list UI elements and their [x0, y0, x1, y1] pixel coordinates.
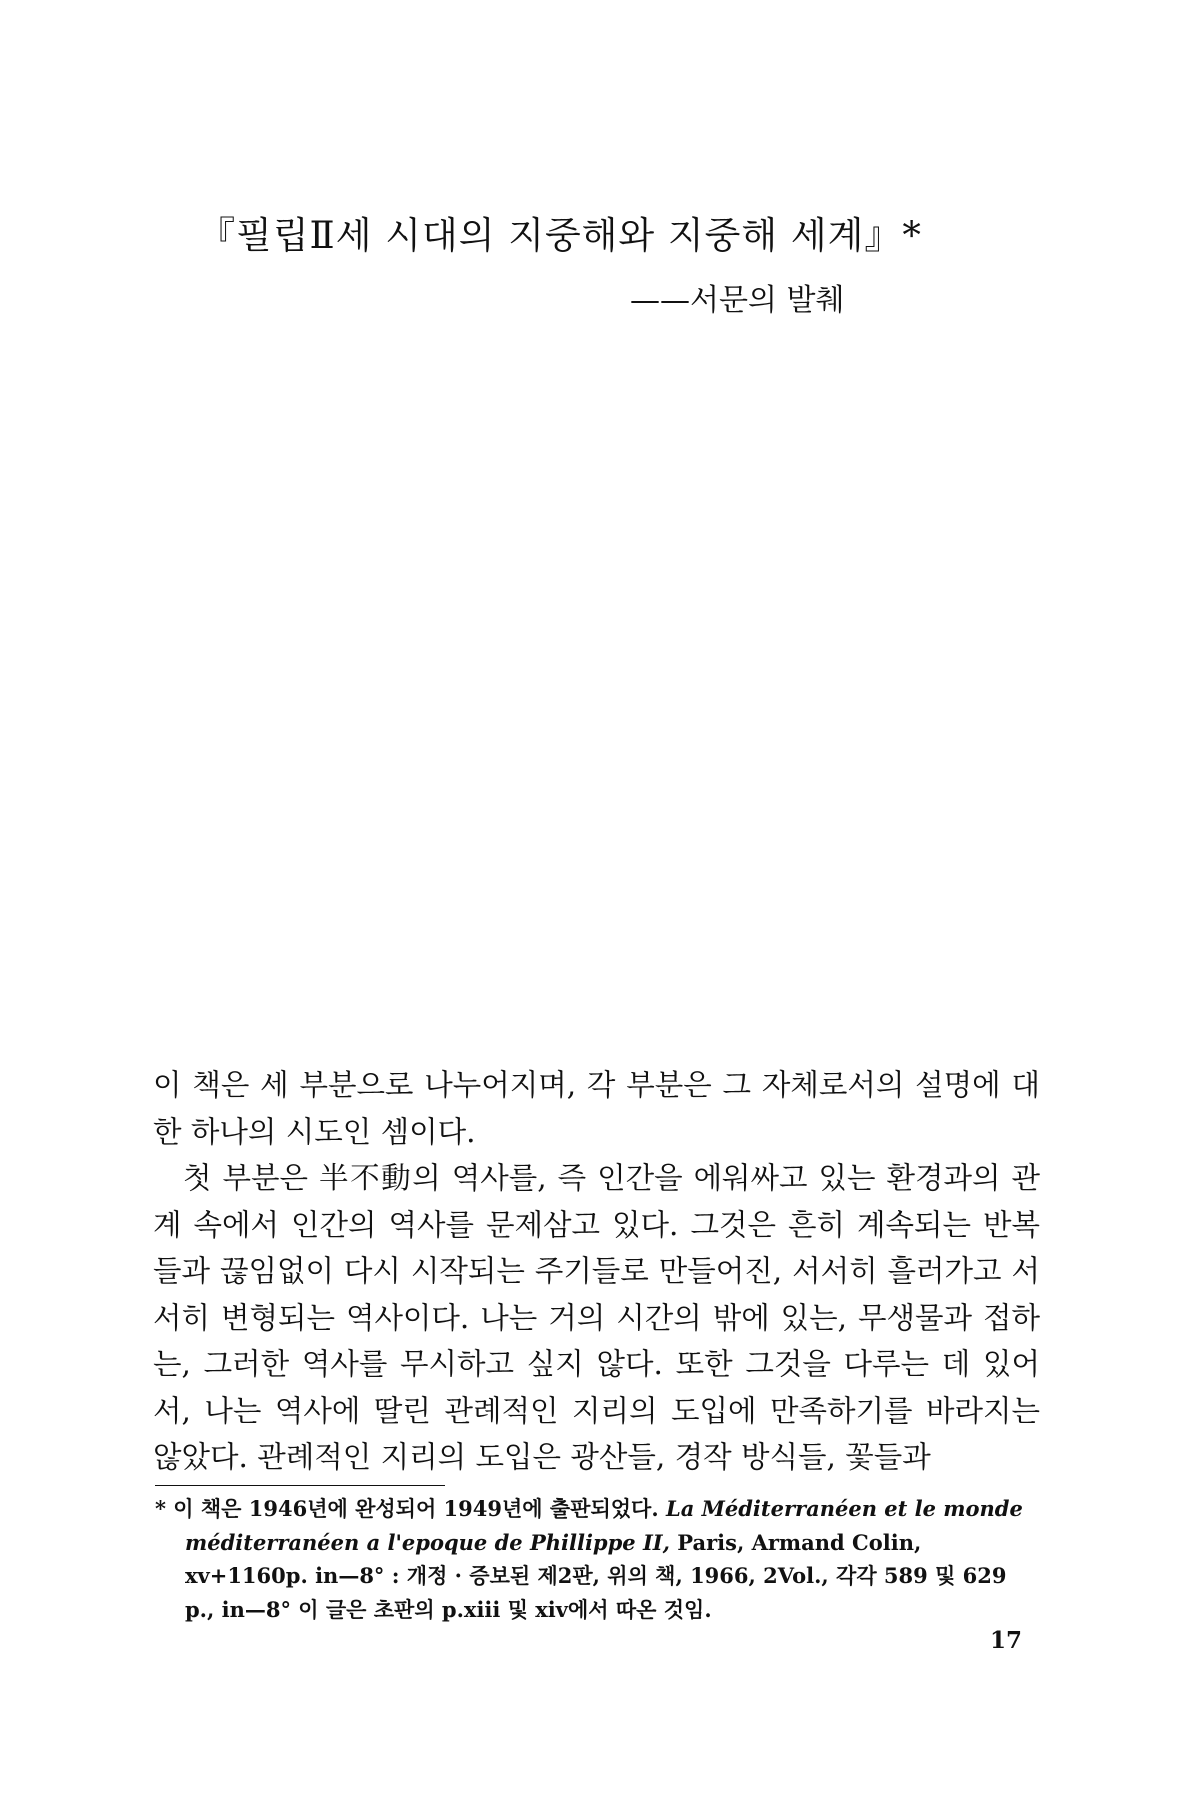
footnote-paragraph: [155, 1492, 1025, 1626]
footnote-book-title: La Méditerranéen et le monde méditerranéen a l'epoque de Phillippe II,: [185, 1496, 1023, 1555]
footnote: [155, 1492, 1025, 1626]
footnote-text-1: 이 책은 1946년에 완성되어 1949년에 출판되었다.: [173, 1496, 666, 1521]
footnote-text-2: Paris, Armand Colin, xv+1160p. in—8° : 개정 · 증보된 제2판, 위의 책, 1966, 2Vol., 각각 589 및 629 p., in—8° 이 글은 초판의 p.xiii 및 xiv에서 따온 것임.: [185, 1529, 1007, 1622]
body-paragraph-1: 이 책은 세 부분으로 나누어지며, 각 부분은 그 자체로서의 설명에 대한 하나의 시도인 셈이다.: [153, 1068, 1040, 1149]
footnote-divider: [155, 1485, 445, 1486]
chapter-subtitle: ——서문의 발췌: [630, 283, 845, 318]
body-text: [153, 1062, 1040, 1481]
footnote-marker: *: [155, 1496, 166, 1521]
chapter-title: 『필립Ⅱ세 시대의 지중해와 지중해 세계』*: [198, 214, 922, 257]
chapter-heading: [150, 205, 970, 319]
page-number: 17: [990, 1627, 1023, 1654]
body-paragraph-2: 첫 부분은 半不動의 역사를, 즉 인간을 에워싸고 있는 환경과의 관계 속에서 인간의 역사를 문제삼고 있다. 그것은 흔히 계속되는 반복들과 끊임없이 다시 시작되는 주기들로 만들어진, 서서히 흘러가고 서서히 변형되는 역사이다. 나는 거의 시간의 밖에 있는, 무생물과 접하는, 그러한 역사를 무시하고 싶지 않다. 또한 그것을 다루는 데 있어서, 나는 역사에 딸린 관례적인 지리의 도입에 만족하기를 바라지는 않았다. 관례적인 지리의 도입은 광산들, 경작 방식들, 꽃들과: [153, 1161, 1040, 1474]
